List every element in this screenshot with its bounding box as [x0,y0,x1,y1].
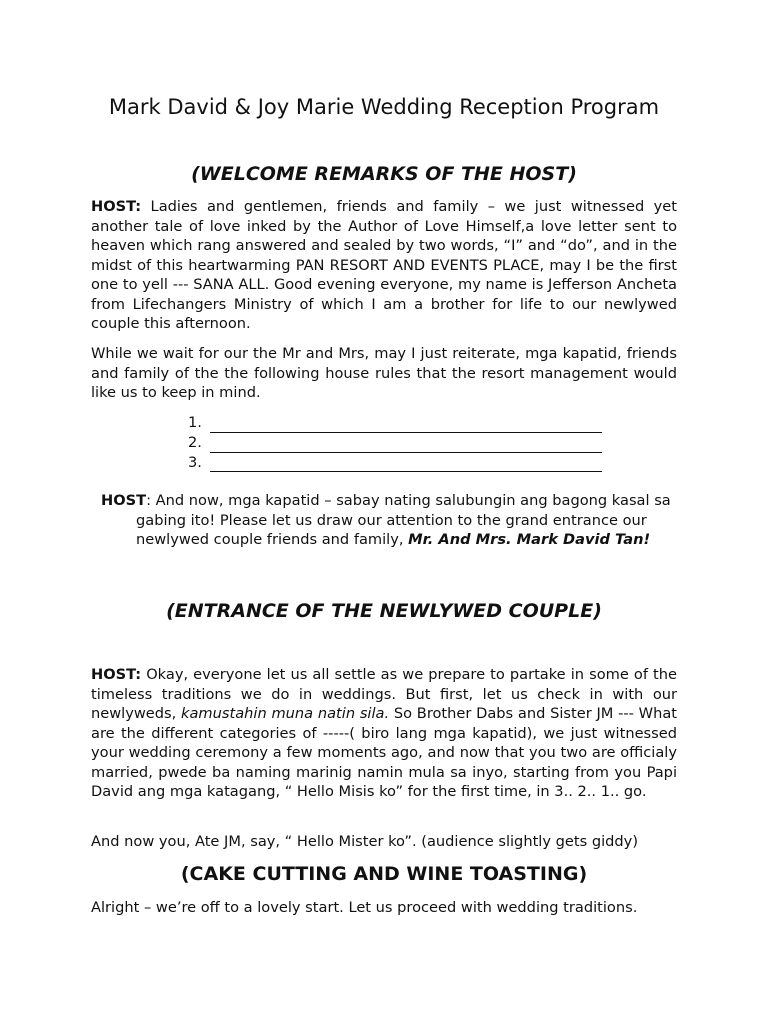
house-rules-list [188,413,602,472]
list-number: 1. [188,414,202,431]
couple-name: Mr. And Mrs. Mark David Tan! [408,531,651,549]
host-traditions-text-b: So Brother Dabs and Sister JM --- What are the different categories of -----( biro lang mga kapatid), we just witnessed your wedding ceremony a few moments ago, and now that you two are officialy married, pwede ba naming marinig namin mula sa inyo, starting from you Papi David ang mga katagang, “ Hello Misis ko” for the first time, in 3.. 2.. 1.. go. [91,705,677,800]
house-rules-paragraph: While we wait for our the Mr and Mrs, may I just reiterate, mga kapatid, friends and family of the the following house rules that the resort management would like us to keep in mind. [91,345,677,401]
blank-line [210,418,602,433]
host-entrance-paragraph [101,491,706,550]
host-welcome-paragraph [91,197,677,334]
blank-line [210,438,602,453]
host-label: HOST: [91,198,142,215]
host-traditions-text-a: Okay, everyone let us all settle as we prepare to partake in some of the timeless traditions we do in weddings. But first, let us check in with our newlyweds, [91,666,677,722]
list-number: 3. [188,453,202,471]
list-number: 2. [188,433,202,451]
cake-cutting-heading: (CAKE CUTTING AND WINE TOASTING) [180,863,588,885]
host-welcome-text: Ladies and gentlemen, friends and family – we just witnessed yet another tale of love inked by the Author of Love Himself,a love letter sent to heaven which rang answered and sealed by two words, “I” and “do”, and in the midst of this heartwarming PAN RESORT AND EVENTS PLACE, may I be the first one to yell --- SANA ALL. Good evening everyone, my name is Jefferson Ancheta from Lifechangers Ministry of which I am a brother for life to our newlywed couple this afternoon. [91,198,677,332]
welcome-remarks-heading: (WELCOME REMARKS OF THE HOST) [191,163,577,185]
host-traditions-paragraph [91,665,677,802]
host-entrance-text: : And now, mga kapatid – sabay nating salubungin ang bagong kasal sa gabing ito! Please let us draw our attention to the grand entrance our newlywed couple friends and family, [136,492,671,549]
host-label: HOST [101,492,147,509]
ate-jm-paragraph: And now you, Ate JM, say, “ Hello Mister ko”. (audience slightly gets giddy) [91,833,639,850]
list-item [188,453,602,473]
host-traditions-italic: kamustahin muna natin sila. [181,705,390,722]
list-item [188,413,602,433]
closing-paragraph: Alright – we’re off to a lovely start. Let us proceed with wedding traditions. [91,899,638,916]
entrance-heading: (ENTRANCE OF THE NEWLYWED COUPLE) [166,600,602,622]
blank-line [210,457,602,472]
list-item [188,433,602,453]
host-label: HOST: [91,666,142,683]
document-title: Mark David & Joy Marie Wedding Reception Program [108,95,660,119]
